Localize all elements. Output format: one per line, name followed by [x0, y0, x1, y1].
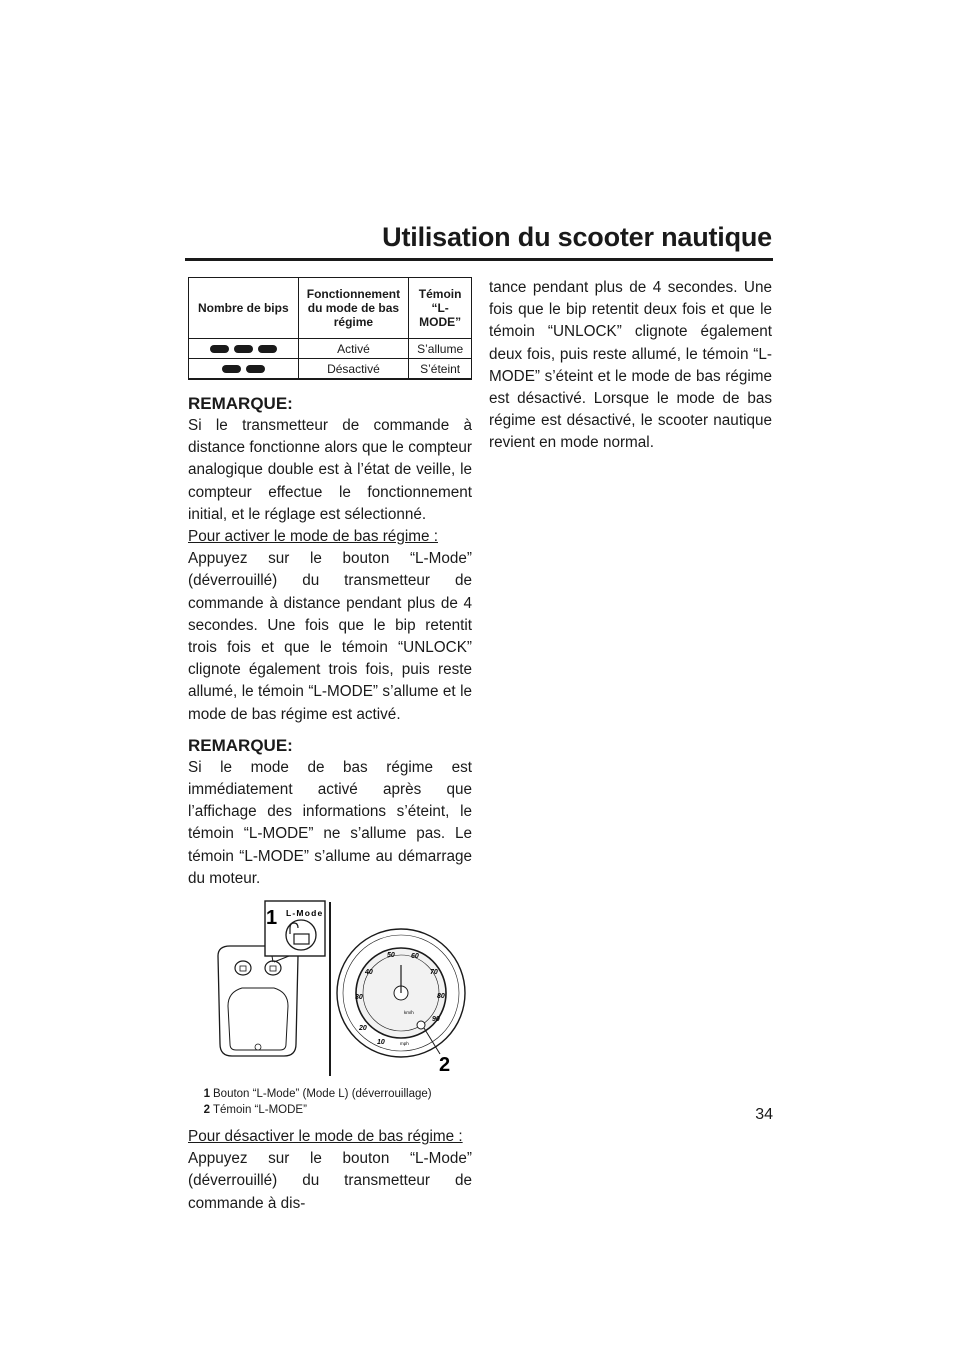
gauge-number-90: 90 [432, 1016, 440, 1024]
page-number: 34 [755, 1106, 773, 1123]
gauge-number-10: 10 [377, 1039, 385, 1047]
deactivate-instructions: Appuyez sur le bouton “L-Mode” (déverrouillé) du transmetteur de commande à dis- [188, 1150, 472, 1212]
callout-number-2: 2 [439, 1054, 451, 1077]
table-cell-indicator: S’éteint [409, 359, 472, 380]
header-rule [185, 258, 773, 261]
gauge-number-50: 50 [387, 952, 395, 960]
remark-heading: REMARQUE: [188, 735, 293, 755]
table-row [189, 359, 472, 380]
table-cell-indicator: S’allume [409, 339, 472, 359]
gauge-number-20: 20 [359, 1025, 367, 1033]
gauge-number-60: 60 [411, 953, 419, 961]
table-header-mode: Fonctionnement du mode de bas régime [298, 278, 409, 339]
figure-divider [329, 902, 331, 1076]
table-header-beeps: Nombre de bips [189, 278, 299, 339]
callout-number-1: 1 [266, 907, 278, 930]
remark-heading: REMARQUE: [188, 394, 293, 413]
gauge-unit-kmh: km/h [404, 1010, 414, 1016]
beep-count-three-icon [189, 339, 299, 359]
table-cell-mode: Désactivé [298, 359, 409, 380]
figure-captions [188, 1086, 472, 1118]
remark-text: Si le mode de bas régime est immédiatement activé après que l’affichage des informations s’éteint, le témoin “L-MODE” ne s’allume pas. Le témoin “L-MODE” s’allume au démarrage du moteur. [188, 758, 472, 887]
activate-instructions: Appuyez sur le bouton “L-Mode” (déverrouillé) du transmetteur de commande à distance pendant plus de 4 secondes. Une fois que le bip retentit trois fois et que le témoin “UNLOCK” clignote également trois fois, puis reste allumé, le témoin “L-MODE” s’allume et le mode de bas régime est activé. [188, 550, 472, 723]
gauge-number-70: 70 [430, 969, 438, 977]
remark-text: Si le transmetteur de commande à distance fonctionne alors que le compteur analogique double est à l’état de veille, le compteur effectue le fonctionnement initial, et le réglage est sélectionné. [188, 417, 472, 523]
caption-1: 1 Bouton “L-Mode” (Mode L) (déverrouillage) [203, 1088, 432, 1101]
speedometer-gauge-icon [337, 929, 465, 1057]
gauge-unit-mph: mph [400, 1041, 409, 1047]
figure-remote-and-gauge [188, 894, 472, 1126]
gauge-number-30: 30 [355, 994, 363, 1002]
table-row [189, 339, 472, 359]
caption-2: 2 Témoin “L-MODE” [203, 1104, 307, 1117]
gauge-number-40: 40 [365, 969, 373, 977]
activate-heading: Pour activer le mode de bas régime : [188, 528, 438, 546]
beep-table [188, 277, 472, 380]
beep-count-two-icon [189, 359, 299, 380]
table-header-row [189, 278, 472, 339]
left-column [188, 277, 472, 1215]
remote-transmitter-icon [218, 946, 298, 1056]
l-mode-button-label: L-Mode [286, 908, 324, 919]
gauge-number-80: 80 [437, 993, 445, 1001]
table-cell-mode: Activé [298, 339, 409, 359]
table-header-indicator: Témoin “L-MODE” [409, 278, 472, 339]
page-header-title: Utilisation du scooter nautique [382, 222, 772, 252]
deactivate-instructions-continued: tance pendant plus de 4 secondes. Une fois que le bip retentit deux fois et que le témoin “UNLOCK” clignote également deux fois, puis reste allumé, le témoin “L-MODE” s’éteint et le mode de bas régime est désactivé. Lorsque le mode de bas régime est désactivé, le scooter nautique revient en mode normal. [489, 279, 772, 452]
right-column [489, 277, 772, 455]
deactivate-heading: Pour désactiver le mode de bas régime : [188, 1128, 463, 1146]
